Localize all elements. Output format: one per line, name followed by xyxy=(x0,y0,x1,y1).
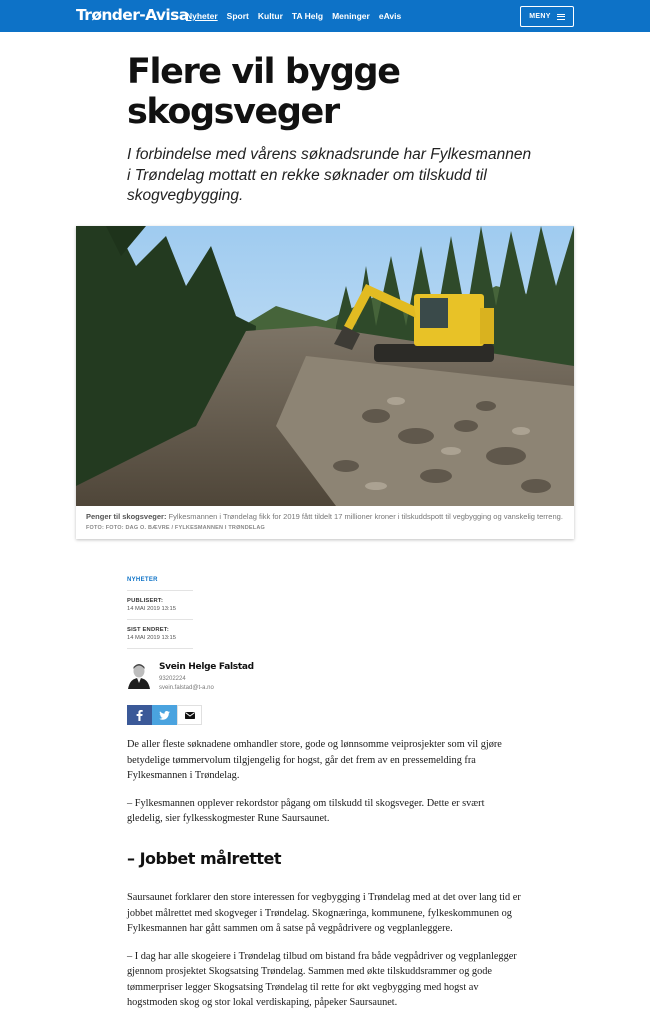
body-paragraph: – Fylkesmannen opplever rekordstor pågang om tilskudd til skogsveger. Dette er svært gledelig, sier fylkesskogmester Rune Saursaunet. xyxy=(127,797,485,824)
article-lead: I forbindelse med vårens søknadsrunde har Fylkesmannen i Trøndelag mottatt en rekke søknader om tilskudd til skogvegbygging. xyxy=(127,146,532,204)
twitter-icon xyxy=(159,711,170,720)
nav-item-kultur[interactable]: Kultur xyxy=(257,11,283,21)
body-paragraph: Saursaunet forklarer den store interessen for vegbygging i Trøndelag med at det over lang tid er jobbet målrettet med skogveger i Trøndelag. Skognæringa, kommunene, fylkeskommunen og Fylkesmannen har gått sammen om å satse på vegpådrivere og vegplanleggere. xyxy=(127,892,521,934)
section-tag[interactable]: NYHETER xyxy=(127,577,158,583)
published-date: 14 MAI 2019 13:15 xyxy=(127,606,176,612)
article-meta xyxy=(127,577,193,656)
updated-date: 14 MAI 2019 13:15 xyxy=(127,635,176,641)
share-buttons xyxy=(127,705,202,725)
author-name[interactable]: Svein Helge Falstad xyxy=(159,662,254,672)
caption-title: Penger til skogsveger: xyxy=(86,512,167,521)
caption-text: Fylkesmannen i Trøndelag fikk for 2019 fått tildelt 17 millioner kroner i tilskuddspott til vegbygging og vanskelig terreng. xyxy=(166,512,563,521)
body-paragraph: – I dag har alle skogeiere i Trøndelag tilbud om bistand fra både vegpådriver og vegplanlegger gjennom prosjektet Skogsatsing Trøndelag. Sammen med økte tilskuddsrammer og gode tømmerpriser legger Skogsatsing Trøndelag til rette for økt vegbygging med hogst av hogstmoden skog og stor lokal verdiskaping, påpeker Saursaunet. xyxy=(127,950,517,1008)
nav-item-meninger[interactable]: Meninger xyxy=(332,11,370,21)
photo-caption xyxy=(86,512,566,533)
twitter-share-button[interactable] xyxy=(152,705,177,725)
site-logo[interactable]: Trønder-Avisa xyxy=(76,6,189,24)
divider xyxy=(127,619,193,620)
divider xyxy=(127,648,193,649)
email-share-button[interactable] xyxy=(177,705,202,725)
author-phone[interactable]: 93202224 xyxy=(159,676,186,682)
article-body xyxy=(127,737,522,1016)
main-nav xyxy=(186,0,410,32)
body-paragraph: De aller fleste søknadene omhandler store, gode og lønnsomme veiprosjekter som vil gjøre betydelige tømmervolum tilgjengelig for hogst, går det frem av en pressemelding fra Fylkesmannen i Trøndelag. xyxy=(127,739,502,781)
facebook-icon xyxy=(136,710,143,721)
hamburger-icon xyxy=(557,14,565,20)
nav-item-nyheter[interactable]: Nyheter xyxy=(186,11,218,21)
nav-item-ta-helg[interactable]: TA Helg xyxy=(291,11,324,21)
top-navigation-bar xyxy=(0,0,650,32)
author-avatar[interactable] xyxy=(127,661,151,689)
photo-credit: FOTO: FOTO: DAG O. BÆVRE / FYLKESMANNEN I TRØNDELAG xyxy=(86,525,265,531)
facebook-share-button[interactable] xyxy=(127,705,152,725)
nav-item-eavis[interactable]: eAvis xyxy=(378,11,402,21)
menu-button-label: MENY xyxy=(529,13,551,20)
envelope-icon xyxy=(185,712,195,719)
author-email[interactable]: svein.falstad@t-a.no xyxy=(159,685,214,691)
updated-label: SIST ENDRET: xyxy=(127,627,170,633)
menu-button[interactable] xyxy=(520,6,574,27)
excavator-forest-road-photo[interactable] xyxy=(76,226,574,506)
article-title: Flere vil bygge skogsveger xyxy=(127,52,400,132)
article-subheading: – Jobbet målrettet xyxy=(127,848,281,868)
article-figure xyxy=(76,226,574,539)
divider xyxy=(127,590,193,591)
published-label: PUBLISERT: xyxy=(127,598,164,604)
nav-item-sport[interactable]: Sport xyxy=(226,11,249,21)
